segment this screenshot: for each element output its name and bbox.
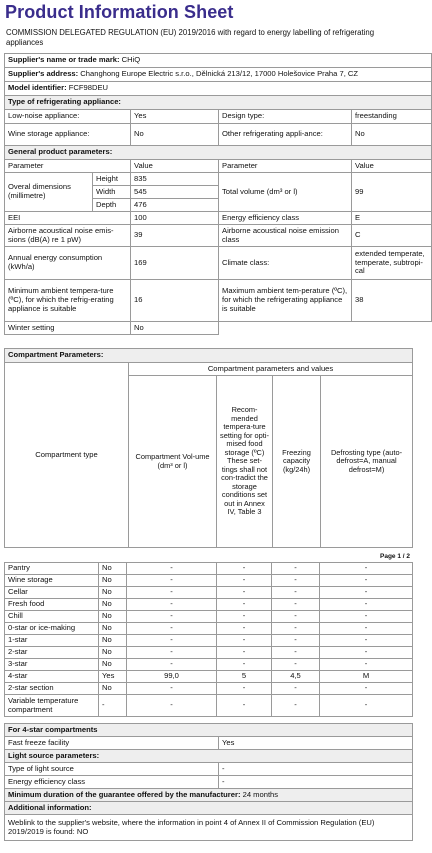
min-temp-label: Minimum ambient tempera-ture (ºC), for which the refrig-erating appliance is suitable — [5, 280, 131, 322]
compartment-defrost-cell: - — [320, 563, 413, 575]
compartment-row — [5, 659, 413, 671]
compartment-defrost-cell: - — [320, 611, 413, 623]
value-header-2: Value — [352, 160, 432, 173]
compartment-temp-cell: - — [217, 587, 272, 599]
compartment-freezing-cell: - — [272, 695, 320, 717]
max-temp-label: Maximum ambient tem-perature (ºC), for which the refrigerating appliance is suitable — [219, 280, 352, 322]
compartment-defrost-cell: - — [320, 575, 413, 587]
defrost-header: Defrosting type (auto-defrost=A, manual defrost=M) — [321, 376, 413, 548]
light-class-row — [5, 776, 413, 789]
compartment-row — [5, 671, 413, 683]
compartment-present-cell: No — [99, 599, 127, 611]
design-type-label: Design type: — [219, 110, 352, 124]
compartment-temp-cell: - — [217, 623, 272, 635]
noise-class-value: C — [352, 225, 432, 247]
compartment-volume-cell: - — [127, 659, 217, 671]
compartment-type-header: Compartment type — [5, 363, 129, 548]
page-title: Product Information Sheet — [5, 2, 234, 22]
light-class-value: - — [219, 776, 413, 789]
footer-table — [4, 723, 413, 841]
compartment-present-cell: - — [99, 695, 127, 717]
compartment-volume-cell: - — [127, 623, 217, 635]
compartment-header-table — [4, 348, 413, 548]
light-type-row — [5, 763, 413, 776]
supplier-address-label: Supplier's address: — [8, 69, 79, 79]
additional-section-row — [5, 802, 413, 815]
additional-row — [5, 815, 413, 841]
compartment-freezing-cell: - — [272, 599, 320, 611]
noise-emission-value: 39 — [131, 225, 219, 247]
compartment-volume-cell: - — [127, 563, 217, 575]
guarantee-label: Minimum duration of the guarantee offered by the manufacturer: — [8, 789, 241, 799]
compartment-type-cell: Chill — [5, 611, 99, 623]
compartment-volume-cell: - — [127, 587, 217, 599]
compartment-type-cell: Variable temperature compartment — [5, 695, 99, 717]
low-noise-row — [5, 110, 432, 124]
low-noise-value: Yes — [131, 110, 219, 124]
height-label: Height — [93, 173, 131, 186]
param-header: Parameter — [5, 160, 131, 173]
compartment-temp-cell: 5 — [217, 671, 272, 683]
design-type-value: freestanding — [352, 110, 432, 124]
compartment-type-cell: 1-star — [5, 635, 99, 647]
regulation-subtitle: COMMISSION DELEGATED REGULATION (EU) 2019/2016 with regard to energy labelling of refrigerating appliances — [6, 28, 375, 47]
total-volume-label: Total volume (dm³ or l) — [219, 173, 352, 212]
compartment-type-cell: 2-star — [5, 647, 99, 659]
compartment-temp-cell: - — [217, 659, 272, 671]
compartment-volume-cell: - — [127, 575, 217, 587]
compartment-type-cell: Cellar — [5, 587, 99, 599]
other-appliance-label: Other refrigerating appli-ance: — [219, 124, 352, 146]
compartment-row — [5, 695, 413, 717]
guarantee-row — [5, 789, 413, 802]
max-temp-value: 38 — [352, 280, 432, 322]
eei-value: 100 — [131, 212, 219, 225]
eei-label: EEI — [5, 212, 131, 225]
compartment-defrost-cell: - — [320, 683, 413, 695]
compartment-row — [5, 683, 413, 695]
compartment-volume-cell: - — [127, 635, 217, 647]
height-row — [5, 173, 432, 186]
supplier-name-value: CHiQ — [121, 55, 141, 65]
additional-text: Weblink to the supplier's website, where the information in point 4 of Annex II of Commission Regulation (EU) 2019/2019 is found: — [8, 817, 375, 836]
light-type-value: - — [219, 763, 413, 776]
climate-class-value: extended temperate, temperate, subtropi-cal — [352, 247, 432, 280]
compartment-defrost-cell: - — [320, 635, 413, 647]
climate-class-label: Climate class: — [219, 247, 352, 280]
wine-row — [5, 124, 432, 146]
page-number: Page 1 / 2 — [380, 553, 410, 560]
compartment-row — [5, 575, 413, 587]
compartment-type-cell: 4-star — [5, 671, 99, 683]
depth-label: Depth — [93, 199, 131, 212]
compartment-section-row — [5, 349, 413, 363]
compartment-type-cell: Wine storage — [5, 575, 99, 587]
compartment-row — [5, 611, 413, 623]
compartment-group-header: Compartment parameters and values — [129, 363, 413, 376]
compartment-freezing-cell: - — [272, 623, 320, 635]
compartment-row — [5, 587, 413, 599]
compartment-present-cell: No — [99, 575, 127, 587]
energy-row — [5, 247, 432, 280]
compartment-temp-cell: - — [217, 599, 272, 611]
fast-freeze-label: Fast freeze facility — [5, 737, 219, 750]
energy-consumption-value: 169 — [131, 247, 219, 280]
compartment-freezing-cell: - — [272, 587, 320, 599]
compartment-row — [5, 563, 413, 575]
compartment-defrost-cell: - — [320, 695, 413, 717]
compartment-freezing-cell: - — [272, 683, 320, 695]
compartment-freezing-cell: - — [272, 659, 320, 671]
noise-emission-label: Airborne acoustical noise emis-sions (dB(A) re 1 pW) — [5, 225, 131, 247]
additional-heading: Additional information: — [5, 802, 413, 815]
guarantee-value: 24 months — [242, 789, 279, 799]
compartment-row — [5, 635, 413, 647]
temperature-header: Recom-mended tempera-ture setting for opti-mised food storage (ºC) These set-tings shall not con-tradict the storage conditions set out in Annex IV, Table 3 — [217, 376, 273, 548]
volume-header: Compartment Vol-ume (dm³ or l) — [129, 376, 217, 548]
height-value: 835 — [131, 173, 219, 186]
energy-class-label: Energy efficiency class — [219, 212, 352, 225]
general-table — [4, 53, 432, 335]
model-label: Model identifier: — [8, 83, 67, 93]
compartment-type-cell: 3-star — [5, 659, 99, 671]
noise-class-label: Airborne acoustical noise emission class — [219, 225, 352, 247]
compartment-type-cell: 2-star section — [5, 683, 99, 695]
wine-label: Wine storage appliance: — [5, 124, 131, 146]
compartment-defrost-cell: - — [320, 599, 413, 611]
compartment-present-cell: No — [99, 623, 127, 635]
model-row — [5, 82, 432, 96]
compartment-volume-cell: - — [127, 611, 217, 623]
compartment-present-cell: Yes — [99, 671, 127, 683]
compartment-freezing-cell: - — [272, 575, 320, 587]
light-heading: Light source parameters: — [5, 750, 413, 763]
supplier-name-row — [5, 54, 432, 68]
light-class-label: Energy efficiency class — [5, 776, 219, 789]
compartment-temp-cell: - — [217, 575, 272, 587]
compartment-defrost-cell: M — [320, 671, 413, 683]
winter-row — [5, 322, 432, 335]
compartment-volume-cell: - — [127, 647, 217, 659]
general-section-row — [5, 146, 432, 160]
compartment-temp-cell: - — [217, 695, 272, 717]
compartment-volume-cell: 99,0 — [127, 671, 217, 683]
compartment-present-cell: No — [99, 659, 127, 671]
supplier-address-row — [5, 68, 432, 82]
energy-class-value: E — [352, 212, 432, 225]
compartment-defrost-cell: - — [320, 623, 413, 635]
compartment-freezing-cell: 4,5 — [272, 671, 320, 683]
light-section-row — [5, 750, 413, 763]
compartment-present-cell: No — [99, 563, 127, 575]
fast-freeze-row — [5, 737, 413, 750]
compartment-temp-cell: - — [217, 635, 272, 647]
compartment-present-cell: No — [99, 611, 127, 623]
type-section-row — [5, 96, 432, 110]
supplier-name-label: Supplier's name or trade mark: — [8, 55, 120, 65]
fast-freeze-value: Yes — [219, 737, 413, 750]
four-star-heading: For 4-star compartments — [5, 724, 413, 737]
compartment-freezing-cell: - — [272, 611, 320, 623]
compartment-volume-cell: - — [127, 599, 217, 611]
compartment-rows-table — [4, 562, 413, 717]
compartment-freezing-cell: - — [272, 647, 320, 659]
winter-label: Winter setting — [5, 322, 131, 335]
low-noise-label: Low-noise appliance: — [5, 110, 131, 124]
width-value: 545 — [131, 186, 219, 199]
compartment-defrost-cell: - — [320, 647, 413, 659]
compartment-temp-cell: - — [217, 683, 272, 695]
total-volume-value: 99 — [352, 173, 432, 212]
compartment-present-cell: No — [99, 587, 127, 599]
compartment-present-cell: No — [99, 683, 127, 695]
additional-value: NO — [76, 826, 89, 836]
model-value: FCF98DEU — [68, 83, 109, 93]
wine-value: No — [131, 124, 219, 146]
compartment-type-cell: Pantry — [5, 563, 99, 575]
compartment-temp-cell: - — [217, 611, 272, 623]
dimensions-label: Overal dimensions (millimetre) — [5, 173, 93, 212]
compartment-group-row — [5, 363, 413, 376]
compartment-freezing-cell: - — [272, 563, 320, 575]
min-temp-value: 16 — [131, 280, 219, 322]
width-label: Width — [93, 186, 131, 199]
compartment-defrost-cell: - — [320, 587, 413, 599]
compartment-type-cell: 0-star or ice-making — [5, 623, 99, 635]
compartment-present-cell: No — [99, 647, 127, 659]
ambient-temp-row — [5, 280, 432, 322]
compartment-present-cell: No — [99, 635, 127, 647]
compartment-row — [5, 647, 413, 659]
general-header-row — [5, 160, 432, 173]
value-header: Value — [131, 160, 219, 173]
compartment-temp-cell: - — [217, 563, 272, 575]
param-header-2: Parameter — [219, 160, 352, 173]
compartment-type-cell: Fresh food — [5, 599, 99, 611]
compartment-volume-cell: - — [127, 683, 217, 695]
winter-value: No — [131, 322, 219, 335]
depth-value: 476 — [131, 199, 219, 212]
other-appliance-value: No — [352, 124, 432, 146]
eei-row — [5, 212, 432, 225]
energy-consumption-label: Annual energy consumption (kWh/a) — [5, 247, 131, 280]
supplier-address-value: Changhong Europe Electric s.r.o., Dělnická 213/12, 17000 Holešovice Praha 7, CZ — [80, 69, 359, 79]
general-section-heading: General product parameters: — [5, 146, 432, 160]
compartment-section-heading: Compartment Parameters: — [5, 349, 413, 363]
compartment-volume-cell: - — [127, 695, 217, 717]
freezing-header: Freezing capacity (kg/24h) — [273, 376, 321, 548]
compartment-temp-cell: - — [217, 647, 272, 659]
compartment-freezing-cell: - — [272, 635, 320, 647]
noise-row — [5, 225, 432, 247]
compartment-defrost-cell: - — [320, 659, 413, 671]
compartment-row — [5, 623, 413, 635]
four-star-section-row — [5, 724, 413, 737]
light-type-label: Type of light source — [5, 763, 219, 776]
type-section-heading: Type of refrigerating appliance: — [5, 96, 432, 110]
compartment-row — [5, 599, 413, 611]
